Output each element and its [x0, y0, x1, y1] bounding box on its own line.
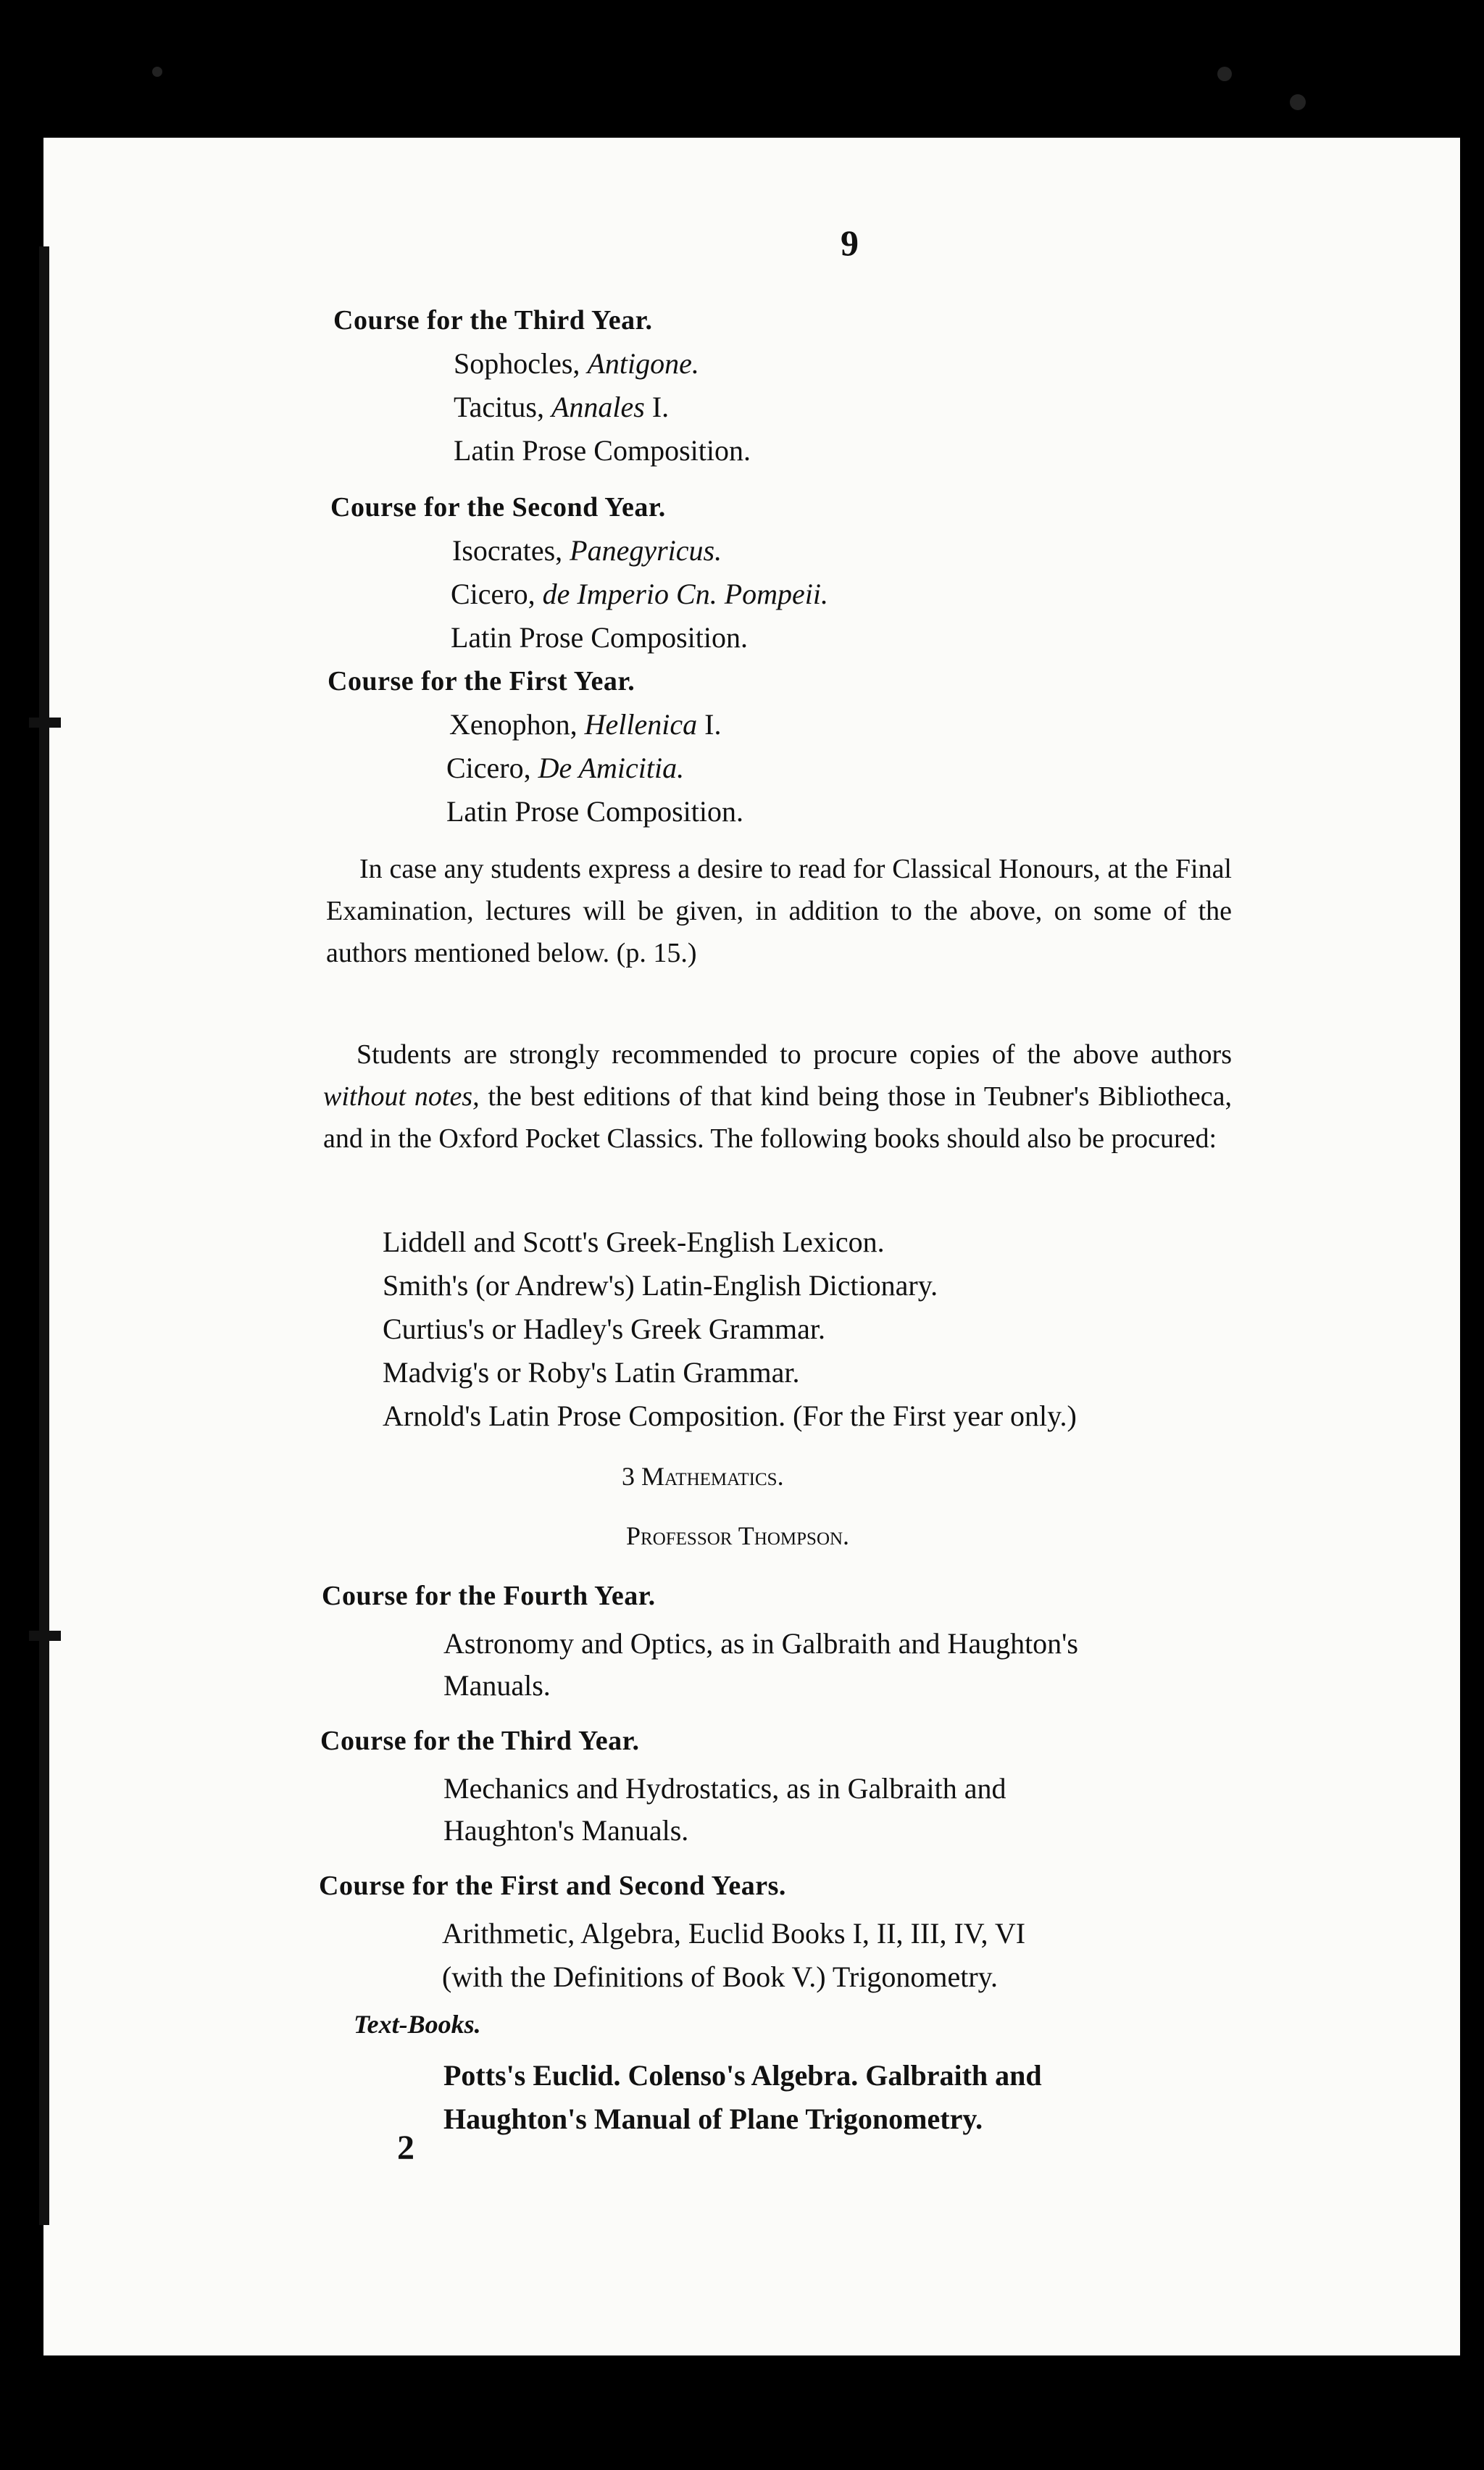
text-book-line: Haughton's Manual of Plane Trigonometry. — [443, 2103, 983, 2135]
book-item: Smith's (or Andrew's) Latin-English Dictionary. — [383, 1269, 938, 1302]
professor-name: Professor Thompson. — [626, 1521, 850, 1550]
course-line: Arithmetic, Algebra, Euclid Books I, II, III, IV, VI — [442, 1917, 1026, 1950]
signature-mark: 2 — [397, 2129, 414, 2167]
course-line: Astronomy and Optics, as in Galbraith and Haughton's — [443, 1627, 1078, 1660]
course-line: (with the Definitions of Book V.) Trigonometry. — [442, 1960, 999, 1993]
page-number: 9 — [841, 223, 859, 263]
scan-speck — [1290, 94, 1306, 110]
course-heading-fourth-year: Course for the Fourth Year. — [322, 1581, 656, 1611]
course-item: Latin Prose Composition. — [446, 795, 743, 828]
text-books-label: Text-Books. — [354, 2010, 481, 2039]
course-item: Latin Prose Composition. — [454, 434, 751, 467]
course-heading-first-second-years: Course for the First and Second Years. — [319, 1871, 786, 1901]
text-book-line: Potts's Euclid. Colenso's Algebra. Galbraith and — [443, 2059, 1042, 2092]
course-heading-third-year: Course for the Third Year. — [320, 1726, 640, 1756]
course-line: Manuals. — [443, 1669, 551, 1702]
book-item: Madvig's or Roby's Latin Grammar. — [383, 1356, 800, 1389]
book-item: Arnold's Latin Prose Composition. (For the First year only.) — [383, 1400, 1077, 1432]
course-item: Isocrates, Panegyricus. — [452, 534, 722, 567]
course-item: Sophocles, Antigone. — [454, 347, 699, 380]
course-item: Cicero, de Imperio Cn. Pompeii. — [451, 578, 828, 610]
course-item: Tacitus, Annales I. — [454, 391, 670, 423]
course-line: Mechanics and Hydrostatics, as in Galbraith and — [443, 1772, 1006, 1805]
course-heading-second-year: Course for the Second Year. — [330, 492, 666, 523]
honours-paragraph: In case any students express a desire to read for Classical Honours, at the Final Examination, lectures will be given, in addition to the above, on some of the authors mentioned below. (p. 15.) — [326, 854, 1232, 968]
book-item: Liddell and Scott's Greek-English Lexicon. — [383, 1226, 885, 1258]
book-item: Curtius's or Hadley's Greek Grammar. — [383, 1313, 825, 1345]
binding-edge — [39, 246, 49, 2225]
scan-speck — [1217, 67, 1232, 81]
course-item: Cicero, De Amicitia. — [446, 752, 685, 784]
course-line: Haughton's Manuals. — [443, 1814, 689, 1847]
section-title: 3 Mathematics. — [622, 1462, 784, 1491]
course-item: Xenophon, Hellenica I. — [449, 708, 722, 741]
recommend-paragraph: Students are strongly recommended to procure copies of the above authors without notes, the best editions of that kind being those in Teubner's Bibliotheca, and in the Oxford Pocket Classics. The following books should also be procured: — [323, 1039, 1232, 1154]
course-heading-third-year: Course for the Third Year. — [333, 305, 653, 336]
binding-mark — [29, 718, 61, 728]
course-item: Latin Prose Composition. — [451, 621, 748, 654]
scan-speck — [152, 67, 162, 77]
binding-mark — [29, 1631, 61, 1641]
course-heading-first-year: Course for the First Year. — [328, 666, 635, 696]
